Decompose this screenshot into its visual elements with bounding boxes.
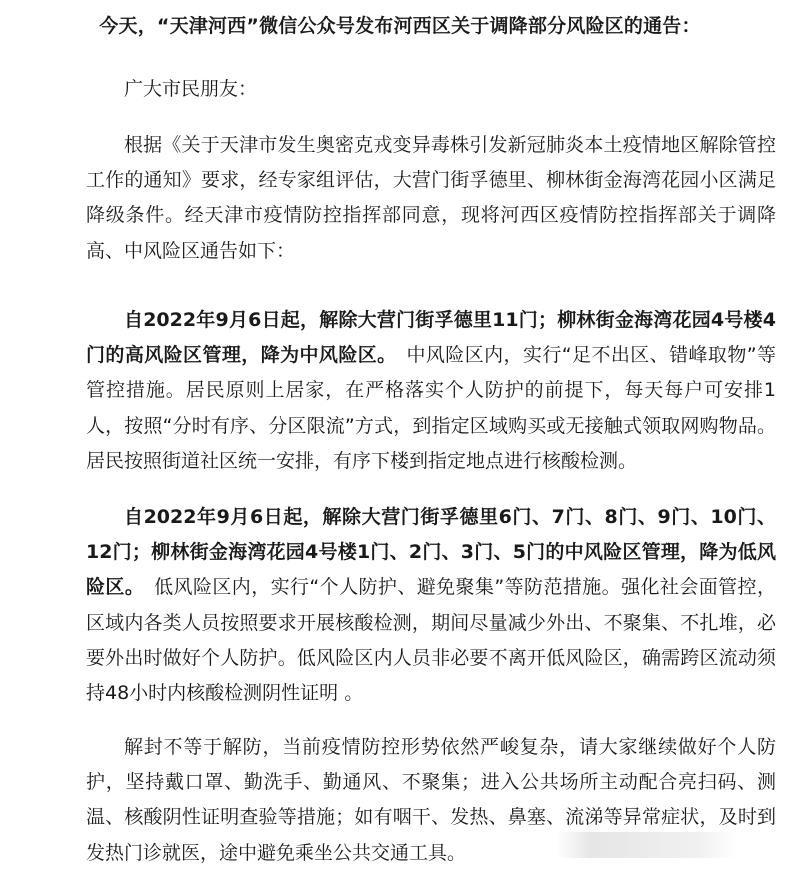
paragraph-intro: 根据《关于天津市发生奥密克戎变异毒株引发新冠肺炎本土疫情地区解除管控工作的通知》要求，经专家组评估，大营门街孚德里、柳林街金海湾花园小区满足降级条件。经天津市疫情防控指挥部同意，现将河西区疫情防控指挥部关于调降高、中风险区通告如下：	[86, 134, 776, 262]
paragraph-high-risk-bold: 自2022年9月6日起，解除大营门街孚德里11门；柳林街金海湾花园4号楼4门的高风险区管理，降为中风险区。	[86, 309, 776, 367]
watermark-overlay	[556, 832, 736, 858]
paragraph-closing-advice: 解封不等于解防，当前疫情防控形势依然严峻复杂，请大家继续做好个人防护，坚持戴口罩、勤洗手、勤通风、不聚集；进入公共场所主动配合亮扫码、测温、核酸阴性证明查验等措施；如有咽干、发热、鼻塞、流涕等异常症状，及时到发热门诊就医，途中避免乘坐公共交通工具。	[86, 736, 776, 864]
paragraph-medium-risk-measures: 低风险区内，实行“个人防护、避免聚集”等防范措施。强化社会面管控，区域内各类人员按照要求开展核酸检测，期间尽量减少外出、不聚集、不扎堆，必要外出时做好个人防护。低风险区内人员非必要不离开低风险区，确需跨区流动须持48小时内核酸检测阴性证明 。	[86, 576, 776, 705]
paragraph-medium-risk-downgrade	[86, 500, 776, 711]
paragraph-high-risk-downgrade	[86, 303, 776, 479]
paragraph-medium-risk-bold: 自2022年9月6日起，解除大营门街孚德里6门、7门、8门、9门、10门、12门；柳林街金海湾花园4号楼1门、2门、3门、5门的中风险区管理，降为低风险区。	[86, 506, 776, 599]
greeting: 广大市民朋友：	[124, 78, 258, 100]
paragraph-high-risk-measures: 中风险区内，实行“足不出区、错峰取物”等管控措施。居民原则上居家，在严格落实个人防护的前提下，每天每户可安排1人，按照“分时有序、分区限流”方式，到指定区域购买或无接触式领取网购物品。居民按照街道社区统一安排，有序下楼到指定地点进行核酸检测。	[86, 344, 776, 472]
notice-title: 今天，“天津河西”微信公众号发布河西区关于调降部分风险区的通告：	[99, 15, 701, 37]
